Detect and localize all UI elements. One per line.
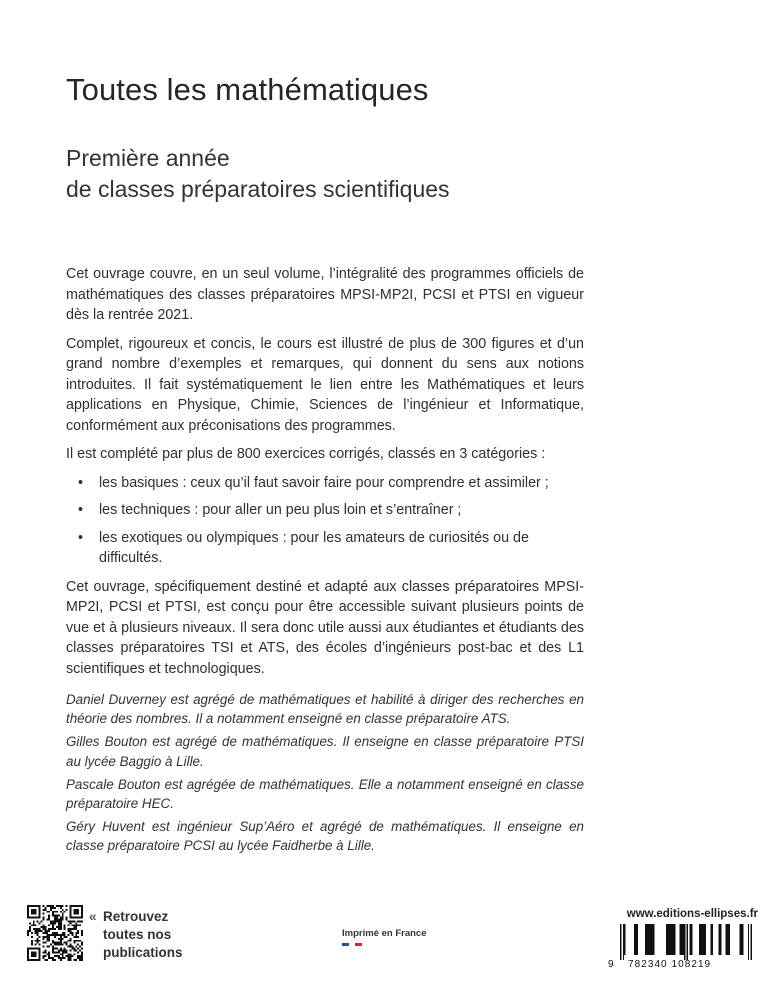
description: [66, 264, 584, 687]
flag-band-blue: [342, 943, 349, 946]
publisher-info: [608, 908, 758, 972]
exercise-categories-list: [66, 473, 584, 569]
book-subtitle: [66, 143, 450, 205]
printed-label: Imprimé en France: [342, 928, 427, 939]
list-item-basiques: • les basiques : ceux qu’il faut savoir faire pour comprendre et assimiler ;: [66, 473, 584, 494]
qr-code-icon[interactable]: [27, 905, 83, 961]
flag-band-white: [349, 943, 356, 946]
description-paragraph-3: Il est complété par plus de 800 exercices corrigés, classés en 3 catégories :: [66, 446, 546, 462]
isbn-first-digit: 9: [608, 959, 614, 970]
list-item-techniques: • les techniques : pour aller un peu plus loin et s’entraîner ;: [66, 500, 584, 521]
printed-in-france: [342, 928, 442, 946]
retrouvez-line-2: toutes nos: [103, 927, 172, 942]
isbn-barcode: [608, 924, 758, 972]
subtitle-line-1: Première année: [66, 145, 230, 171]
publications-link[interactable]: [89, 908, 199, 962]
author-bio-huvent: Géry Huvent est ingénieur Sup’Aéro et agrégé de mathématiques. Il enseigne en classe préparatoire PCSI au lycée Faidherbe à Lille.: [66, 819, 584, 854]
isbn-digits: 782340 108219: [628, 959, 712, 970]
author-bio-pascale-bouton: Pascale Bouton est agrégée de mathématiques. Elle a notamment enseigné en classe préparatoire HEC.: [66, 776, 584, 812]
author-bios: [66, 690, 584, 860]
barcode-icon: [620, 924, 752, 960]
french-flag-icon: [342, 943, 362, 946]
description-paragraph-2: Complet, rigoureux et concis, le cours est illustré de plus de 300 figures et d’un grand nombre d’exemples et remarques, qui donnent du sens aux notions introduites. Il fait systématiquement le lien entre les Mathématiques et leurs applications en Physique, Chimie, Sciences de l’ingénieur et Informatique, conformément aux préconisations des programmes.: [66, 335, 584, 434]
description-paragraph-4: Cet ouvrage, spécifiquement destiné et adapté aux classes préparatoires MPSI-MP2I, PCSI et PTSI, est conçu pour être accessible suivant plusieurs points de vue et à plusieurs niveaux. Il sera donc utile aussi aux étudiantes et étudiants des classes préparatoires TSI et ATS, des écoles d’ingénieurs post-bac et des L1 scientifiques et technologiques.: [66, 578, 584, 677]
book-title: Toutes les mathématiques: [66, 72, 429, 107]
chevron-left-double-icon: «: [89, 909, 97, 924]
author-bio-duverney: Daniel Duverney est agrégé de mathématiques et habilité à diriger des recherches en théorie des nombres. Il a notamment enseigné en classe préparatoire ATS.: [66, 692, 584, 727]
list-item-exotiques: • les exotiques ou olympiques : pour les amateurs de curiosités ou de difficultés.: [66, 528, 584, 569]
description-paragraph-1: Cet ouvrage couvre, en un seul volume, l’intégralité des programmes officiels de mathématiques des classes préparatoires MPSI-MP2I, PCSI et PTSI en vigueur dès la rentrée 2021.: [66, 266, 584, 323]
retrouvez-line-1: Retrouvez: [103, 909, 169, 924]
flag-band-red: [355, 943, 362, 946]
publisher-website[interactable]: www.editions-ellipses.fr: [626, 908, 758, 920]
retrouvez-line-3: publications: [103, 945, 183, 960]
author-bio-gilles-bouton: Gilles Bouton est agrégé de mathématiques. Il enseigne en classe préparatoire PTSI au lycée Baggio à Lille.: [66, 734, 584, 769]
subtitle-line-2: de classes préparatoires scientifiques: [66, 176, 450, 202]
